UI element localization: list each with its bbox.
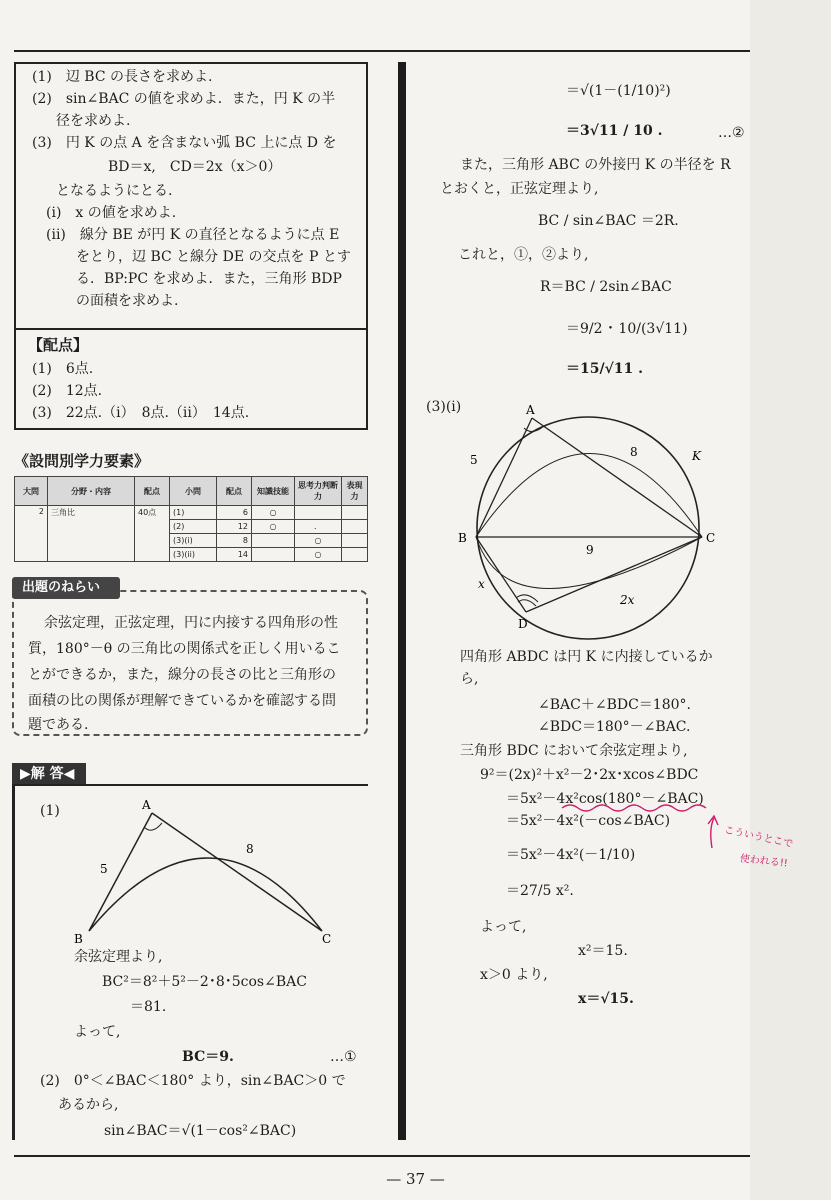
knowledge-mark xyxy=(252,548,295,562)
solution-line: x＞0 より, xyxy=(480,967,548,983)
solution-line: ＝15/√11 . xyxy=(566,361,644,377)
side-bd-label: x xyxy=(478,577,485,591)
aim-line: とができるか，また，線分の長さの比と三角形の xyxy=(28,667,336,683)
solution-line: ＝9/2 ･ 10/(3√11) xyxy=(566,321,688,337)
side-ac-label: 8 xyxy=(630,445,638,459)
scoring-title: 【配点】 xyxy=(28,336,89,354)
side-cd-label: 2x xyxy=(620,593,635,607)
solution-line: ＝5x²－4x²(－cos∠BAC) xyxy=(506,813,671,829)
problem-line: (1) 辺 BC の長さを求めよ. xyxy=(32,69,213,85)
equation-tag: …① xyxy=(330,1049,357,1065)
solution-line: x²＝15. xyxy=(578,943,628,959)
field-name: 三角比 xyxy=(48,506,135,562)
aim-label: 出題のねらい xyxy=(12,577,120,599)
thinking-mark: ○ xyxy=(295,534,342,548)
vertex-a-label: A xyxy=(142,798,151,812)
knowledge-mark: ○ xyxy=(252,520,295,534)
sub-points: 6 xyxy=(217,506,252,520)
problem-line: (3) 円 K の点 A を含まない弧 BC 上に点 D を xyxy=(32,135,337,151)
col-header: 分野・内容 xyxy=(48,477,135,506)
solution-line: R＝BC / 2sin∠BAC xyxy=(540,279,672,295)
aim-box xyxy=(12,590,368,736)
solution-line: とおくと，正弦定理より, xyxy=(440,181,599,197)
solution-line: これと，①，②より, xyxy=(458,247,589,263)
answer-line: sin∠BAC＝√(1－cos²∠BAC) xyxy=(104,1123,297,1139)
solution-line: 9²＝(2x)²＋x²－2･2x･xcos∠BDC xyxy=(480,767,699,783)
col-header: 大問 xyxy=(15,477,48,506)
problem-line: BD＝x, CD＝2x（x＞0） xyxy=(108,159,282,175)
answer-rule xyxy=(12,784,368,786)
answer-line: 余弦定理より, xyxy=(74,949,163,965)
answer-part-3: (3)(i) xyxy=(426,399,462,415)
table-row xyxy=(15,506,368,520)
solution-line: また，三角形 ABC の外接円 K の半径を R xyxy=(460,157,731,173)
solution-line: ＝5x²－4x²cos(180°－∠BAC) xyxy=(506,791,704,807)
answer-line: よって, xyxy=(74,1024,121,1040)
solution-line: ＝5x²－4x²(－1/10) xyxy=(506,847,636,863)
col-header: 配点 xyxy=(135,477,170,506)
problem-line: (2) sin∠BAC の値を求めよ．また，円 K の半 xyxy=(32,91,336,107)
problem-line: の面積を求めよ. xyxy=(76,293,179,309)
scoring-line: (1) 6点. xyxy=(32,361,94,377)
triangle-figure xyxy=(60,795,360,945)
total-points: 40点 xyxy=(135,506,170,562)
solution-line: x＝√15. xyxy=(578,991,634,1007)
requirements-table xyxy=(14,476,368,562)
thinking-mark: ． xyxy=(295,520,342,534)
answer-label: ▶解 答◀ xyxy=(12,763,86,785)
scoring-line: (2) 12点. xyxy=(32,383,103,399)
side-ac-label: 8 xyxy=(246,842,254,856)
equation-tag: …② xyxy=(718,125,745,141)
side-bc-label: 9 xyxy=(586,543,594,557)
sub-question: (1) xyxy=(170,506,217,520)
problem-line: (ii) 線分 BE が円 K の直径となるように点 E xyxy=(46,227,340,243)
vertex-c-label: C xyxy=(706,531,716,545)
vertex-b-label: B xyxy=(74,932,83,945)
solution-line: ＝√(1－(1/10)²) xyxy=(566,83,671,99)
solution-line: 三角形 BDC において余弦定理より, xyxy=(460,743,688,759)
vertex-c-label: C xyxy=(322,932,332,945)
problem-line: をとり，辺 BC と線分 DE の交点を P とす xyxy=(76,249,351,265)
aim-line: 質，180°－θ の三角比の関係式を正しく用いるこ xyxy=(28,641,341,657)
solution-line: ＝3√11 / 10 . xyxy=(566,123,663,139)
problem-line: 径を求めよ. xyxy=(56,113,131,129)
aim-line: 面積の比の関係が理解できているかを確認する問 xyxy=(28,693,336,709)
problem-box xyxy=(14,62,368,430)
solution-line: よって, xyxy=(480,919,527,935)
answer-line: BC＝9. xyxy=(182,1049,234,1065)
solution-line: ∠BAC＋∠BDC＝180°. xyxy=(538,697,691,713)
col-header: 小問 xyxy=(170,477,217,506)
vertex-d-label: D xyxy=(518,617,528,631)
sub-points: 12 xyxy=(217,520,252,534)
answer-line: BC²＝8²＋5²－2･8･5cos∠BAC xyxy=(102,974,307,990)
answer-line: あるから, xyxy=(58,1097,119,1113)
page-margin xyxy=(750,0,831,1200)
scoring-line: (3) 22点.（i） 8点.（ii） 14点. xyxy=(32,405,250,421)
thinking-mark: ○ xyxy=(295,548,342,562)
col-header: 知識技能 xyxy=(252,477,295,506)
problem-divider xyxy=(16,328,366,330)
problem-line: る．BP:PC を求めよ．また，三角形 BDP xyxy=(76,271,342,287)
expression-mark xyxy=(342,534,368,548)
circle-k-label: K xyxy=(692,449,701,463)
expression-mark xyxy=(342,520,368,534)
circle-figure xyxy=(440,400,740,640)
answer-left-rule xyxy=(12,784,15,1140)
expression-mark xyxy=(342,506,368,520)
major-number: 2 xyxy=(15,506,48,562)
sub-points: 14 xyxy=(217,548,252,562)
top-rule xyxy=(14,50,750,52)
vertex-b-label: B xyxy=(458,531,467,545)
col-header: 思考力判断力 xyxy=(295,477,342,506)
handwritten-note: 使われる!! xyxy=(739,853,789,870)
sub-question: (3)(ii) xyxy=(170,548,217,562)
answer-line: (2) 0°＜∠BAC＜180° より，sin∠BAC＞0 で xyxy=(40,1073,346,1089)
problem-line: (i) x の値を求めよ. xyxy=(46,205,177,221)
aim-line: 余弦定理，正弦定理，円に内接する四角形の性 xyxy=(44,615,338,631)
knowledge-mark: ○ xyxy=(252,506,295,520)
bottom-rule xyxy=(14,1155,750,1157)
col-header: 配点 xyxy=(217,477,252,506)
col-header: 表現力 xyxy=(342,477,368,506)
sub-points: 8 xyxy=(217,534,252,548)
vertex-a-label: A xyxy=(526,403,535,417)
handwritten-note: こういうとこで xyxy=(723,824,794,851)
page-number: — 37 — xyxy=(386,1170,445,1188)
solution-line: ＝27/5 x². xyxy=(506,883,574,899)
solution-line: ら, xyxy=(460,671,479,687)
requirements-title: 《設問別学力要素》 xyxy=(14,452,150,470)
solution-line: BC / sin∠BAC ＝2R. xyxy=(538,213,679,229)
expression-mark xyxy=(342,548,368,562)
problem-line: となるようにとる. xyxy=(56,183,173,199)
solution-line: 四角形 ABDC は円 K に内接しているか xyxy=(460,649,713,665)
solution-line: ∠BDC＝180°－∠BAC. xyxy=(538,719,691,735)
answer-part-1: (1) xyxy=(40,803,60,819)
side-ab-label: 5 xyxy=(100,862,108,876)
sub-question: (2) xyxy=(170,520,217,534)
knowledge-mark xyxy=(252,534,295,548)
answer-line: ＝81. xyxy=(130,999,167,1015)
column-divider xyxy=(398,62,406,1140)
sub-question: (3)(i) xyxy=(170,534,217,548)
aim-line: 題である. xyxy=(28,717,89,733)
side-ab-label: 5 xyxy=(470,453,478,467)
thinking-mark xyxy=(295,506,342,520)
